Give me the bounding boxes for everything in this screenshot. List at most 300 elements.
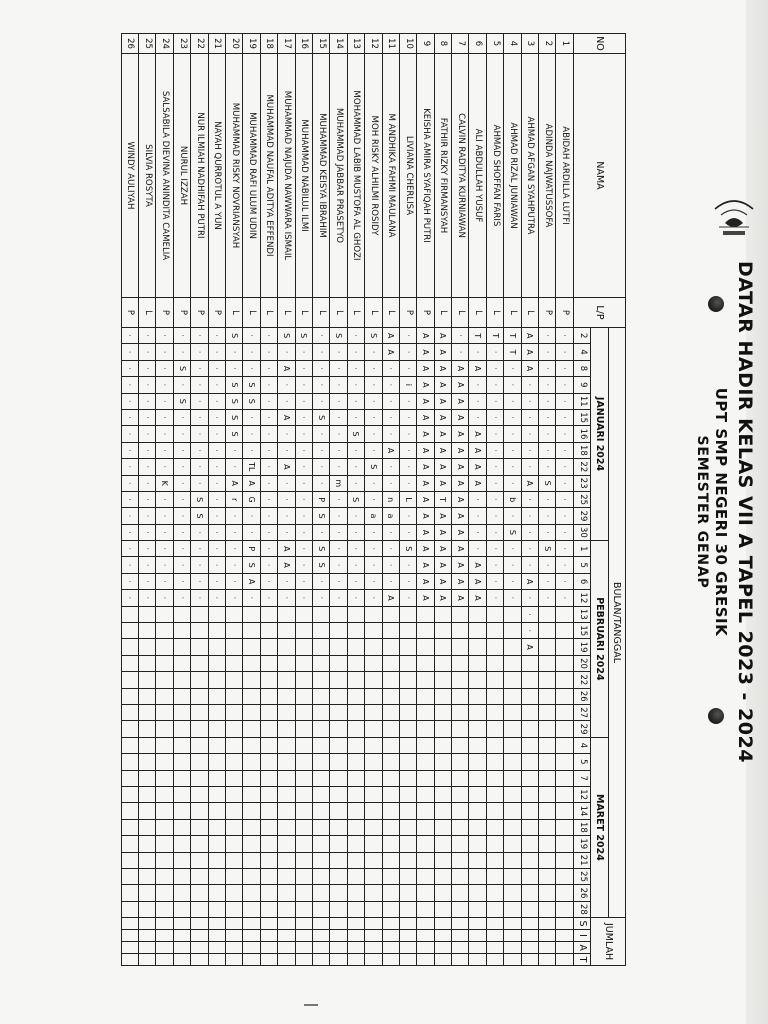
attendance-cell <box>539 623 556 639</box>
attendance-cell: A <box>382 328 399 344</box>
attendance-cell <box>312 852 329 868</box>
attendance-cell: · <box>539 442 556 458</box>
attendance-cell: A <box>417 426 434 442</box>
attendance-cell: · <box>226 524 243 540</box>
attendance-cell: · <box>556 360 573 376</box>
attendance-cell: · <box>173 541 190 557</box>
attendance-cell: · <box>539 573 556 589</box>
attendance-cell <box>278 836 295 852</box>
attendance-cell <box>295 868 312 884</box>
attendance-cell <box>226 868 243 884</box>
attendance-cell <box>208 639 225 655</box>
attendance-cell <box>434 737 451 753</box>
attendance-cell: · <box>260 377 277 393</box>
attendance-cell <box>365 655 382 671</box>
attendance-cell: · <box>156 573 173 589</box>
attendance-cell: A <box>434 344 451 360</box>
attendance-cell <box>260 721 277 737</box>
attendance-cell: · <box>295 557 312 573</box>
attendance-cell: · <box>521 409 538 425</box>
attendance-cell <box>208 803 225 819</box>
attendance-cell <box>486 704 503 720</box>
attendance-cell <box>486 639 503 655</box>
attendance-cell: · <box>208 377 225 393</box>
attendance-cell <box>312 754 329 770</box>
attendance-cell: · <box>365 590 382 606</box>
total-cell <box>191 954 208 966</box>
attendance-cell <box>121 672 138 688</box>
attendance-cell <box>347 737 364 753</box>
day-header: 20 <box>573 655 590 671</box>
attendance-cell <box>330 819 347 835</box>
attendance-cell: · <box>347 573 364 589</box>
total-cell <box>156 942 173 954</box>
attendance-cell: · <box>539 491 556 507</box>
total-cell <box>156 918 173 930</box>
student-gender: L <box>382 298 399 328</box>
attendance-cell: · <box>121 344 138 360</box>
row-number: 18 <box>260 34 277 54</box>
attendance-cell <box>295 721 312 737</box>
student-name: KEISHA AMIRA SYAFIQAH PUTRI <box>417 54 434 298</box>
total-cell <box>121 954 138 966</box>
total-cell <box>504 918 521 930</box>
attendance-cell <box>121 655 138 671</box>
attendance-cell: · <box>139 426 156 442</box>
attendance-cell: · <box>469 409 486 425</box>
row-number: 22 <box>191 34 208 54</box>
attendance-cell: · <box>347 524 364 540</box>
attendance-cell <box>260 704 277 720</box>
attendance-cell <box>365 770 382 786</box>
attendance-cell <box>260 803 277 819</box>
attendance-cell: · <box>139 508 156 524</box>
attendance-cell <box>521 803 538 819</box>
total-cell <box>539 930 556 942</box>
attendance-cell <box>330 688 347 704</box>
attendance-cell <box>382 770 399 786</box>
attendance-cell <box>452 803 469 819</box>
day-header: 26 <box>573 688 590 704</box>
attendance-cell <box>556 819 573 835</box>
attendance-cell <box>330 639 347 655</box>
attendance-cell <box>226 786 243 802</box>
attendance-cell <box>452 901 469 917</box>
attendance-cell <box>417 803 434 819</box>
attendance-cell: · <box>556 491 573 507</box>
attendance-cell: · <box>121 524 138 540</box>
day-header: 9 <box>573 377 590 393</box>
attendance-cell: · <box>208 508 225 524</box>
attendance-cell <box>486 737 503 753</box>
total-cell <box>486 942 503 954</box>
attendance-cell <box>417 819 434 835</box>
attendance-cell <box>208 655 225 671</box>
attendance-cell: A <box>417 590 434 606</box>
total-cell <box>260 930 277 942</box>
attendance-cell <box>330 606 347 622</box>
attendance-cell: A <box>278 409 295 425</box>
total-cell <box>191 930 208 942</box>
attendance-cell <box>295 672 312 688</box>
attendance-cell <box>208 721 225 737</box>
attendance-cell: · <box>121 377 138 393</box>
attendance-cell <box>226 885 243 901</box>
attendance-cell: · <box>243 442 260 458</box>
attendance-cell: · <box>365 409 382 425</box>
attendance-cell <box>243 672 260 688</box>
attendance-cell <box>312 770 329 786</box>
attendance-cell <box>173 737 190 753</box>
student-gender: L <box>243 298 260 328</box>
attendance-cell <box>382 688 399 704</box>
attendance-cell: · <box>486 442 503 458</box>
attendance-cell: · <box>504 573 521 589</box>
attendance-cell <box>278 901 295 917</box>
total-cell <box>312 954 329 966</box>
attendance-cell: · <box>295 426 312 442</box>
attendance-cell: A <box>452 442 469 458</box>
attendance-cell <box>139 639 156 655</box>
attendance-cell <box>243 901 260 917</box>
attendance-cell <box>312 868 329 884</box>
attendance-cell: A <box>434 524 451 540</box>
attendance-cell: · <box>260 393 277 409</box>
attendance-cell: · <box>399 573 416 589</box>
attendance-cell: · <box>173 573 190 589</box>
attendance-cell: · <box>278 426 295 442</box>
attendance-cell: · <box>312 475 329 491</box>
attendance-cell <box>295 786 312 802</box>
attendance-cell <box>486 623 503 639</box>
attendance-cell <box>312 639 329 655</box>
attendance-cell <box>504 737 521 753</box>
student-name: SALSABILA DIEVINA ANINDITA CAMELIA <box>156 54 173 298</box>
attendance-cell <box>556 655 573 671</box>
attendance-cell: · <box>191 442 208 458</box>
attendance-cell <box>504 819 521 835</box>
total-cell <box>173 930 190 942</box>
total-cell <box>139 918 156 930</box>
attendance-cell: S <box>399 541 416 557</box>
day-header: 28 <box>573 901 590 917</box>
total-cell <box>295 954 312 966</box>
row-number: 23 <box>173 34 190 54</box>
attendance-cell <box>260 754 277 770</box>
attendance-cell <box>365 836 382 852</box>
attendance-cell <box>539 639 556 655</box>
total-cell <box>347 918 364 930</box>
attendance-cell: · <box>521 606 538 622</box>
table-row <box>399 34 416 966</box>
attendance-cell: · <box>191 393 208 409</box>
attendance-cell: · <box>312 459 329 475</box>
attendance-cell: · <box>399 442 416 458</box>
attendance-cell: · <box>139 590 156 606</box>
attendance-cell <box>417 623 434 639</box>
day-header: 27 <box>573 704 590 720</box>
attendance-cell: · <box>139 541 156 557</box>
attendance-cell: · <box>243 409 260 425</box>
attendance-cell <box>399 836 416 852</box>
attendance-cell <box>504 655 521 671</box>
attendance-cell: · <box>556 426 573 442</box>
attendance-cell: A <box>417 508 434 524</box>
attendance-cell: A <box>417 360 434 376</box>
attendance-cell: · <box>208 475 225 491</box>
attendance-cell <box>556 786 573 802</box>
attendance-cell <box>521 688 538 704</box>
table-row <box>452 34 469 966</box>
attendance-cell: A <box>469 573 486 589</box>
total-subheader: S <box>573 918 590 930</box>
attendance-cell: · <box>191 360 208 376</box>
attendance-cell: · <box>260 344 277 360</box>
attendance-cell <box>399 786 416 802</box>
attendance-cell: · <box>260 590 277 606</box>
attendance-cell <box>208 704 225 720</box>
attendance-cell <box>121 803 138 819</box>
attendance-cell <box>330 655 347 671</box>
attendance-cell: · <box>243 590 260 606</box>
day-header: 23 <box>573 475 590 491</box>
attendance-cell: · <box>539 508 556 524</box>
attendance-cell: G <box>243 491 260 507</box>
total-cell <box>434 918 451 930</box>
attendance-cell <box>539 737 556 753</box>
attendance-cell <box>556 606 573 622</box>
attendance-cell <box>191 672 208 688</box>
attendance-cell <box>156 901 173 917</box>
total-cell <box>469 918 486 930</box>
attendance-cell: A <box>521 639 538 655</box>
attendance-cell: · <box>469 524 486 540</box>
attendance-cell: · <box>469 491 486 507</box>
attendance-cell <box>312 786 329 802</box>
total-cell <box>243 954 260 966</box>
attendance-cell: · <box>139 344 156 360</box>
attendance-cell: S <box>191 491 208 507</box>
attendance-cell <box>556 688 573 704</box>
day-header: 13 <box>573 606 590 622</box>
attendance-cell: · <box>382 426 399 442</box>
attendance-cell <box>295 623 312 639</box>
attendance-cell: · <box>347 508 364 524</box>
attendance-cell: A <box>434 328 451 344</box>
attendance-cell <box>226 721 243 737</box>
attendance-cell: A <box>469 426 486 442</box>
attendance-cell <box>417 885 434 901</box>
attendance-cell: · <box>399 393 416 409</box>
attendance-cell: · <box>312 393 329 409</box>
total-cell <box>173 942 190 954</box>
attendance-cell <box>226 770 243 786</box>
total-cell <box>312 942 329 954</box>
total-cell <box>382 918 399 930</box>
attendance-cell: · <box>173 508 190 524</box>
attendance-table <box>121 33 626 966</box>
attendance-cell <box>295 704 312 720</box>
attendance-cell <box>539 672 556 688</box>
attendance-cell <box>469 868 486 884</box>
attendance-cell <box>260 819 277 835</box>
attendance-cell <box>347 868 364 884</box>
total-cell <box>365 918 382 930</box>
attendance-cell: · <box>191 426 208 442</box>
attendance-cell: · <box>330 541 347 557</box>
attendance-cell: · <box>486 573 503 589</box>
attendance-cell <box>417 836 434 852</box>
attendance-cell <box>139 786 156 802</box>
column-header-lp: L/P <box>573 298 625 328</box>
attendance-cell: · <box>295 459 312 475</box>
total-cell <box>295 918 312 930</box>
total-cell <box>226 942 243 954</box>
total-cell <box>504 942 521 954</box>
table-row <box>312 34 329 966</box>
day-header: 11 <box>573 393 590 409</box>
attendance-cell: · <box>365 360 382 376</box>
attendance-cell: · <box>139 377 156 393</box>
attendance-cell: · <box>278 393 295 409</box>
attendance-cell: · <box>556 475 573 491</box>
attendance-cell: A <box>417 459 434 475</box>
attendance-cell <box>434 606 451 622</box>
total-cell <box>521 930 538 942</box>
attendance-cell: A <box>417 524 434 540</box>
attendance-cell: · <box>399 459 416 475</box>
attendance-cell <box>469 606 486 622</box>
attendance-cell: · <box>469 377 486 393</box>
attendance-cell: · <box>139 442 156 458</box>
table-row <box>434 34 451 966</box>
attendance-cell <box>243 655 260 671</box>
attendance-cell: · <box>504 475 521 491</box>
attendance-cell: · <box>191 524 208 540</box>
attendance-cell: · <box>312 328 329 344</box>
attendance-cell <box>469 655 486 671</box>
attendance-cell <box>121 721 138 737</box>
attendance-cell: · <box>382 360 399 376</box>
attendance-cell <box>556 672 573 688</box>
attendance-cell <box>312 721 329 737</box>
attendance-cell: · <box>139 573 156 589</box>
total-cell <box>556 942 573 954</box>
attendance-cell: S <box>173 360 190 376</box>
attendance-cell <box>399 803 416 819</box>
total-cell <box>312 918 329 930</box>
attendance-cell <box>156 737 173 753</box>
attendance-cell <box>399 819 416 835</box>
attendance-cell <box>208 688 225 704</box>
attendance-cell <box>486 885 503 901</box>
attendance-cell: S <box>312 508 329 524</box>
attendance-cell <box>521 754 538 770</box>
day-header: 5 <box>573 557 590 573</box>
attendance-cell: · <box>330 377 347 393</box>
day-header: 4 <box>573 344 590 360</box>
attendance-cell <box>365 672 382 688</box>
attendance-cell <box>521 704 538 720</box>
attendance-cell <box>191 803 208 819</box>
attendance-cell <box>521 852 538 868</box>
attendance-cell <box>452 672 469 688</box>
attendance-cell: · <box>295 541 312 557</box>
total-cell <box>504 930 521 942</box>
attendance-cell: · <box>399 475 416 491</box>
attendance-cell <box>260 852 277 868</box>
total-cell <box>278 954 295 966</box>
attendance-cell: · <box>139 491 156 507</box>
attendance-cell <box>382 737 399 753</box>
attendance-cell <box>486 852 503 868</box>
student-gender: P <box>417 298 434 328</box>
attendance-cell: A <box>382 344 399 360</box>
attendance-cell <box>347 885 364 901</box>
column-header-period: BULAN/TANGGAL <box>608 328 625 918</box>
attendance-cell <box>278 721 295 737</box>
attendance-cell: · <box>312 573 329 589</box>
table-row <box>191 34 208 966</box>
attendance-cell <box>347 623 364 639</box>
attendance-cell <box>139 721 156 737</box>
attendance-cell: S <box>226 426 243 442</box>
attendance-cell: · <box>260 541 277 557</box>
attendance-cell: · <box>226 508 243 524</box>
attendance-cell: · <box>556 442 573 458</box>
student-gender: L <box>504 298 521 328</box>
total-cell <box>278 942 295 954</box>
total-cell <box>486 918 503 930</box>
attendance-cell <box>504 623 521 639</box>
attendance-cell <box>399 770 416 786</box>
attendance-cell: S <box>226 409 243 425</box>
row-number: 11 <box>382 34 399 54</box>
attendance-cell <box>486 803 503 819</box>
attendance-cell <box>399 639 416 655</box>
attendance-cell <box>295 836 312 852</box>
attendance-cell <box>486 836 503 852</box>
attendance-cell: · <box>521 426 538 442</box>
attendance-cell <box>295 770 312 786</box>
attendance-cell <box>521 786 538 802</box>
attendance-cell: · <box>173 590 190 606</box>
month-header: PEBRUARI 2024 <box>591 541 608 738</box>
attendance-cell <box>278 737 295 753</box>
attendance-cell <box>260 737 277 753</box>
attendance-cell <box>260 606 277 622</box>
attendance-cell <box>260 688 277 704</box>
day-header: 16 <box>573 426 590 442</box>
attendance-cell: · <box>382 557 399 573</box>
student-gender: P <box>156 298 173 328</box>
attendance-cell <box>504 786 521 802</box>
total-cell <box>556 918 573 930</box>
attendance-cell: · <box>365 377 382 393</box>
student-gender: L <box>226 298 243 328</box>
attendance-cell <box>399 885 416 901</box>
total-cell <box>156 954 173 966</box>
table-row <box>173 34 190 966</box>
attendance-cell <box>295 819 312 835</box>
attendance-cell: · <box>278 475 295 491</box>
attendance-cell: · <box>226 459 243 475</box>
attendance-cell: · <box>504 360 521 376</box>
attendance-cell <box>452 639 469 655</box>
attendance-cell: A <box>434 541 451 557</box>
attendance-cell: · <box>556 590 573 606</box>
total-cell <box>191 918 208 930</box>
